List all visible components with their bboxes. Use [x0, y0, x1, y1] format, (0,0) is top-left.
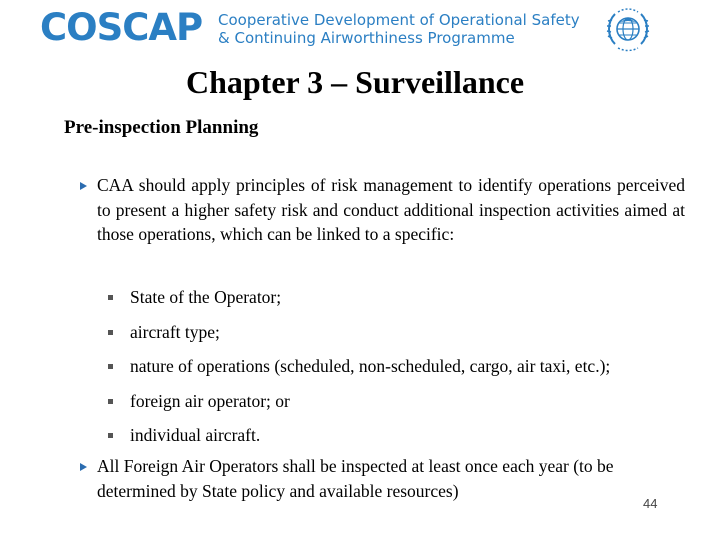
logo-wordmark: COSCAP: [40, 6, 203, 49]
coscap-logo: [40, 6, 690, 50]
logo-tagline-line-2: & Continuing Airworthiness Programme: [218, 29, 515, 47]
square-bullet-icon: [108, 433, 113, 438]
list-item-text: individual aircraft.: [130, 425, 261, 445]
list-item-text: aircraft type;: [130, 321, 220, 342]
section-title: Pre-inspection Planning: [64, 117, 259, 138]
list-item: [108, 423, 610, 458]
list-item: [108, 285, 610, 320]
page-title: Chapter 3 – Surveillance: [185, 64, 525, 100]
list-item: [108, 389, 610, 424]
list-item: [108, 320, 610, 355]
square-bullet-icon: [108, 330, 113, 335]
bullet-text-risk-management: CAA should apply principles of risk management to identify operations perceived to present a higher safety risk and conduct additional inspection activities aimed at those operations, which can be linked to a specific:: [97, 175, 685, 244]
icao-emblem-icon: [603, 4, 653, 54]
arrow-bullet-icon: [80, 182, 87, 190]
page-number: 44: [643, 496, 658, 511]
logo-tagline: [218, 11, 580, 47]
bullet-text-foreign-operators: All Foreign Air Operators shall be inspected at least once each year (to be determined by State policy and available resources): [97, 456, 614, 501]
square-bullet-icon: [108, 295, 113, 300]
logo-tagline-line-1: Cooperative Development of Operational Safety: [218, 11, 580, 29]
list-item-text: foreign air operator; or: [130, 390, 290, 411]
list-item-text: State of the Operator;: [130, 287, 282, 307]
list-item-text: nature of operations (scheduled, non-scheduled, cargo, air taxi, etc.);: [130, 356, 611, 376]
sub-bullet-list: [108, 285, 610, 458]
list-item: [108, 354, 610, 389]
arrow-bullet-icon: [80, 463, 87, 471]
square-bullet-icon: [108, 364, 113, 369]
square-bullet-icon: [108, 399, 113, 404]
